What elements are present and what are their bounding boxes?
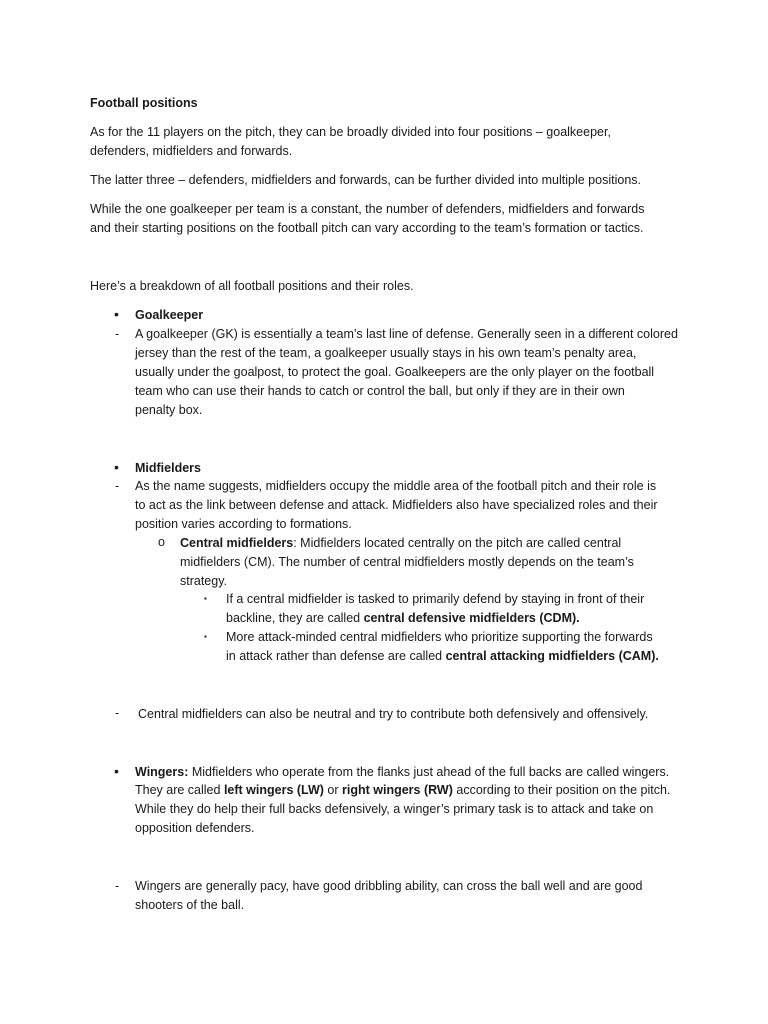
central-midfielders-label: Central midfielders xyxy=(180,536,294,550)
midfielders-line-2: to act as the link between defense and attack. Midfielders also have specialized roles and their xyxy=(135,498,658,512)
midfielders-line-3: position varies according to formations. xyxy=(135,517,352,531)
intro-paragraph-1-line-1: As for the 11 players on the pitch, they can be broadly divided into four positions – goalkeeper, xyxy=(90,125,611,139)
square-bullet-icon: ▪ xyxy=(204,632,207,641)
intro-paragraph-3-line-1: While the one goalkeeper per team is a constant, the number of defenders, midfielders and forwards xyxy=(90,202,645,216)
dash-icon: - xyxy=(115,327,120,341)
page-title: Football positions xyxy=(90,96,198,110)
dash-icon: - xyxy=(115,706,120,720)
central-midfielders-line-3: strategy. xyxy=(180,574,228,588)
intro-paragraph-4: Here’s a breakdown of all football positions and their roles. xyxy=(90,279,414,293)
square-bullet-icon: ▪ xyxy=(204,594,207,603)
left-wingers-term: left wingers (LW) xyxy=(223,783,324,797)
bullet-icon: • xyxy=(114,306,119,322)
goalkeeper-line-3: usually under the goalpost, to protect the goal. Goalkeepers are the only player on the football xyxy=(135,365,655,379)
neutral-midfielders-line: Central midfielders can also be neutral and try to contribute both defensively and offensively. xyxy=(138,707,649,721)
wingers-line-4: opposition defenders. xyxy=(135,821,255,835)
wingers-line-2-pre: They are called xyxy=(135,783,224,797)
wingers-extra-line-1: Wingers are generally pacy, have good dribbling ability, can cross the ball well and are good xyxy=(135,879,643,893)
wingers-text: Midfielders who operate from the flanks just ahead of the full backs are called wingers. xyxy=(188,765,670,779)
midfielders-line-1: As the name suggests, midfielders occupy the middle area of the football pitch and their role is xyxy=(135,479,657,493)
cdm-term: central defensive midfielders (CDM). xyxy=(363,611,580,625)
cam-term: central attacking midfielders (CAM). xyxy=(445,649,659,663)
goalkeeper-line-1: A goalkeeper (GK) is essentially a team’s last line of defense. Generally seen in a different colored xyxy=(135,327,678,341)
wingers-line-3: While they do help their full backs defensively, a winger’s primary task is to attack and take on xyxy=(135,802,654,816)
wingers-line-1 xyxy=(135,764,669,780)
cdm-text: backline, they are called xyxy=(226,611,364,625)
cdm-line-1: If a central midfielder is tasked to primarily defend by staying in front of their xyxy=(226,592,645,606)
intro-paragraph-1-line-2: defenders, midfielders and forwards. xyxy=(90,144,293,158)
cam-line-1: More attack-minded central midfielders who prioritize supporting the forwards xyxy=(226,630,653,644)
wingers-line-2 xyxy=(135,782,670,798)
cam-text: in attack rather than defense are called xyxy=(226,649,446,663)
cam-line-2 xyxy=(226,648,659,664)
bullet-icon: • xyxy=(114,459,119,475)
dash-icon: - xyxy=(115,879,120,893)
goalkeeper-line-4: team who can use their hands to catch or control the ball, but only if they are in their own xyxy=(135,384,625,398)
wingers-extra-line-2: shooters of the ball. xyxy=(135,898,245,912)
intro-paragraph-2: The latter three – defenders, midfielders and forwards, can be further divided into multiple positions. xyxy=(90,173,641,187)
cdm-line-2 xyxy=(226,610,580,626)
central-midfielders-text: : Midfielders located centrally on the pitch are called central xyxy=(293,536,622,550)
intro-paragraph-3-line-2: and their starting positions on the football pitch can vary according to the team’s formation or tactics. xyxy=(90,221,644,235)
central-midfielders-line-1 xyxy=(180,535,621,551)
goalkeeper-heading: Goalkeeper xyxy=(135,308,204,322)
right-wingers-term: right wingers (RW) xyxy=(342,783,453,797)
wingers-or: or xyxy=(323,783,342,797)
wingers-label: Wingers: xyxy=(135,765,189,779)
central-midfielders-line-2: midfielders (CM). The number of central midfielders mostly depends on the team’s xyxy=(180,555,634,569)
bullet-icon: • xyxy=(114,763,119,779)
wingers-line-2-post: according to their position on the pitch. xyxy=(452,783,671,797)
goalkeeper-line-5: penalty box. xyxy=(135,403,203,417)
goalkeeper-line-2: jersey than the rest of the team, a goalkeeper usually stays in his own team’s penalty area, xyxy=(135,346,637,360)
dash-icon: - xyxy=(115,479,120,493)
circle-bullet-icon: o xyxy=(158,535,165,549)
midfielders-heading: Midfielders xyxy=(135,461,201,475)
